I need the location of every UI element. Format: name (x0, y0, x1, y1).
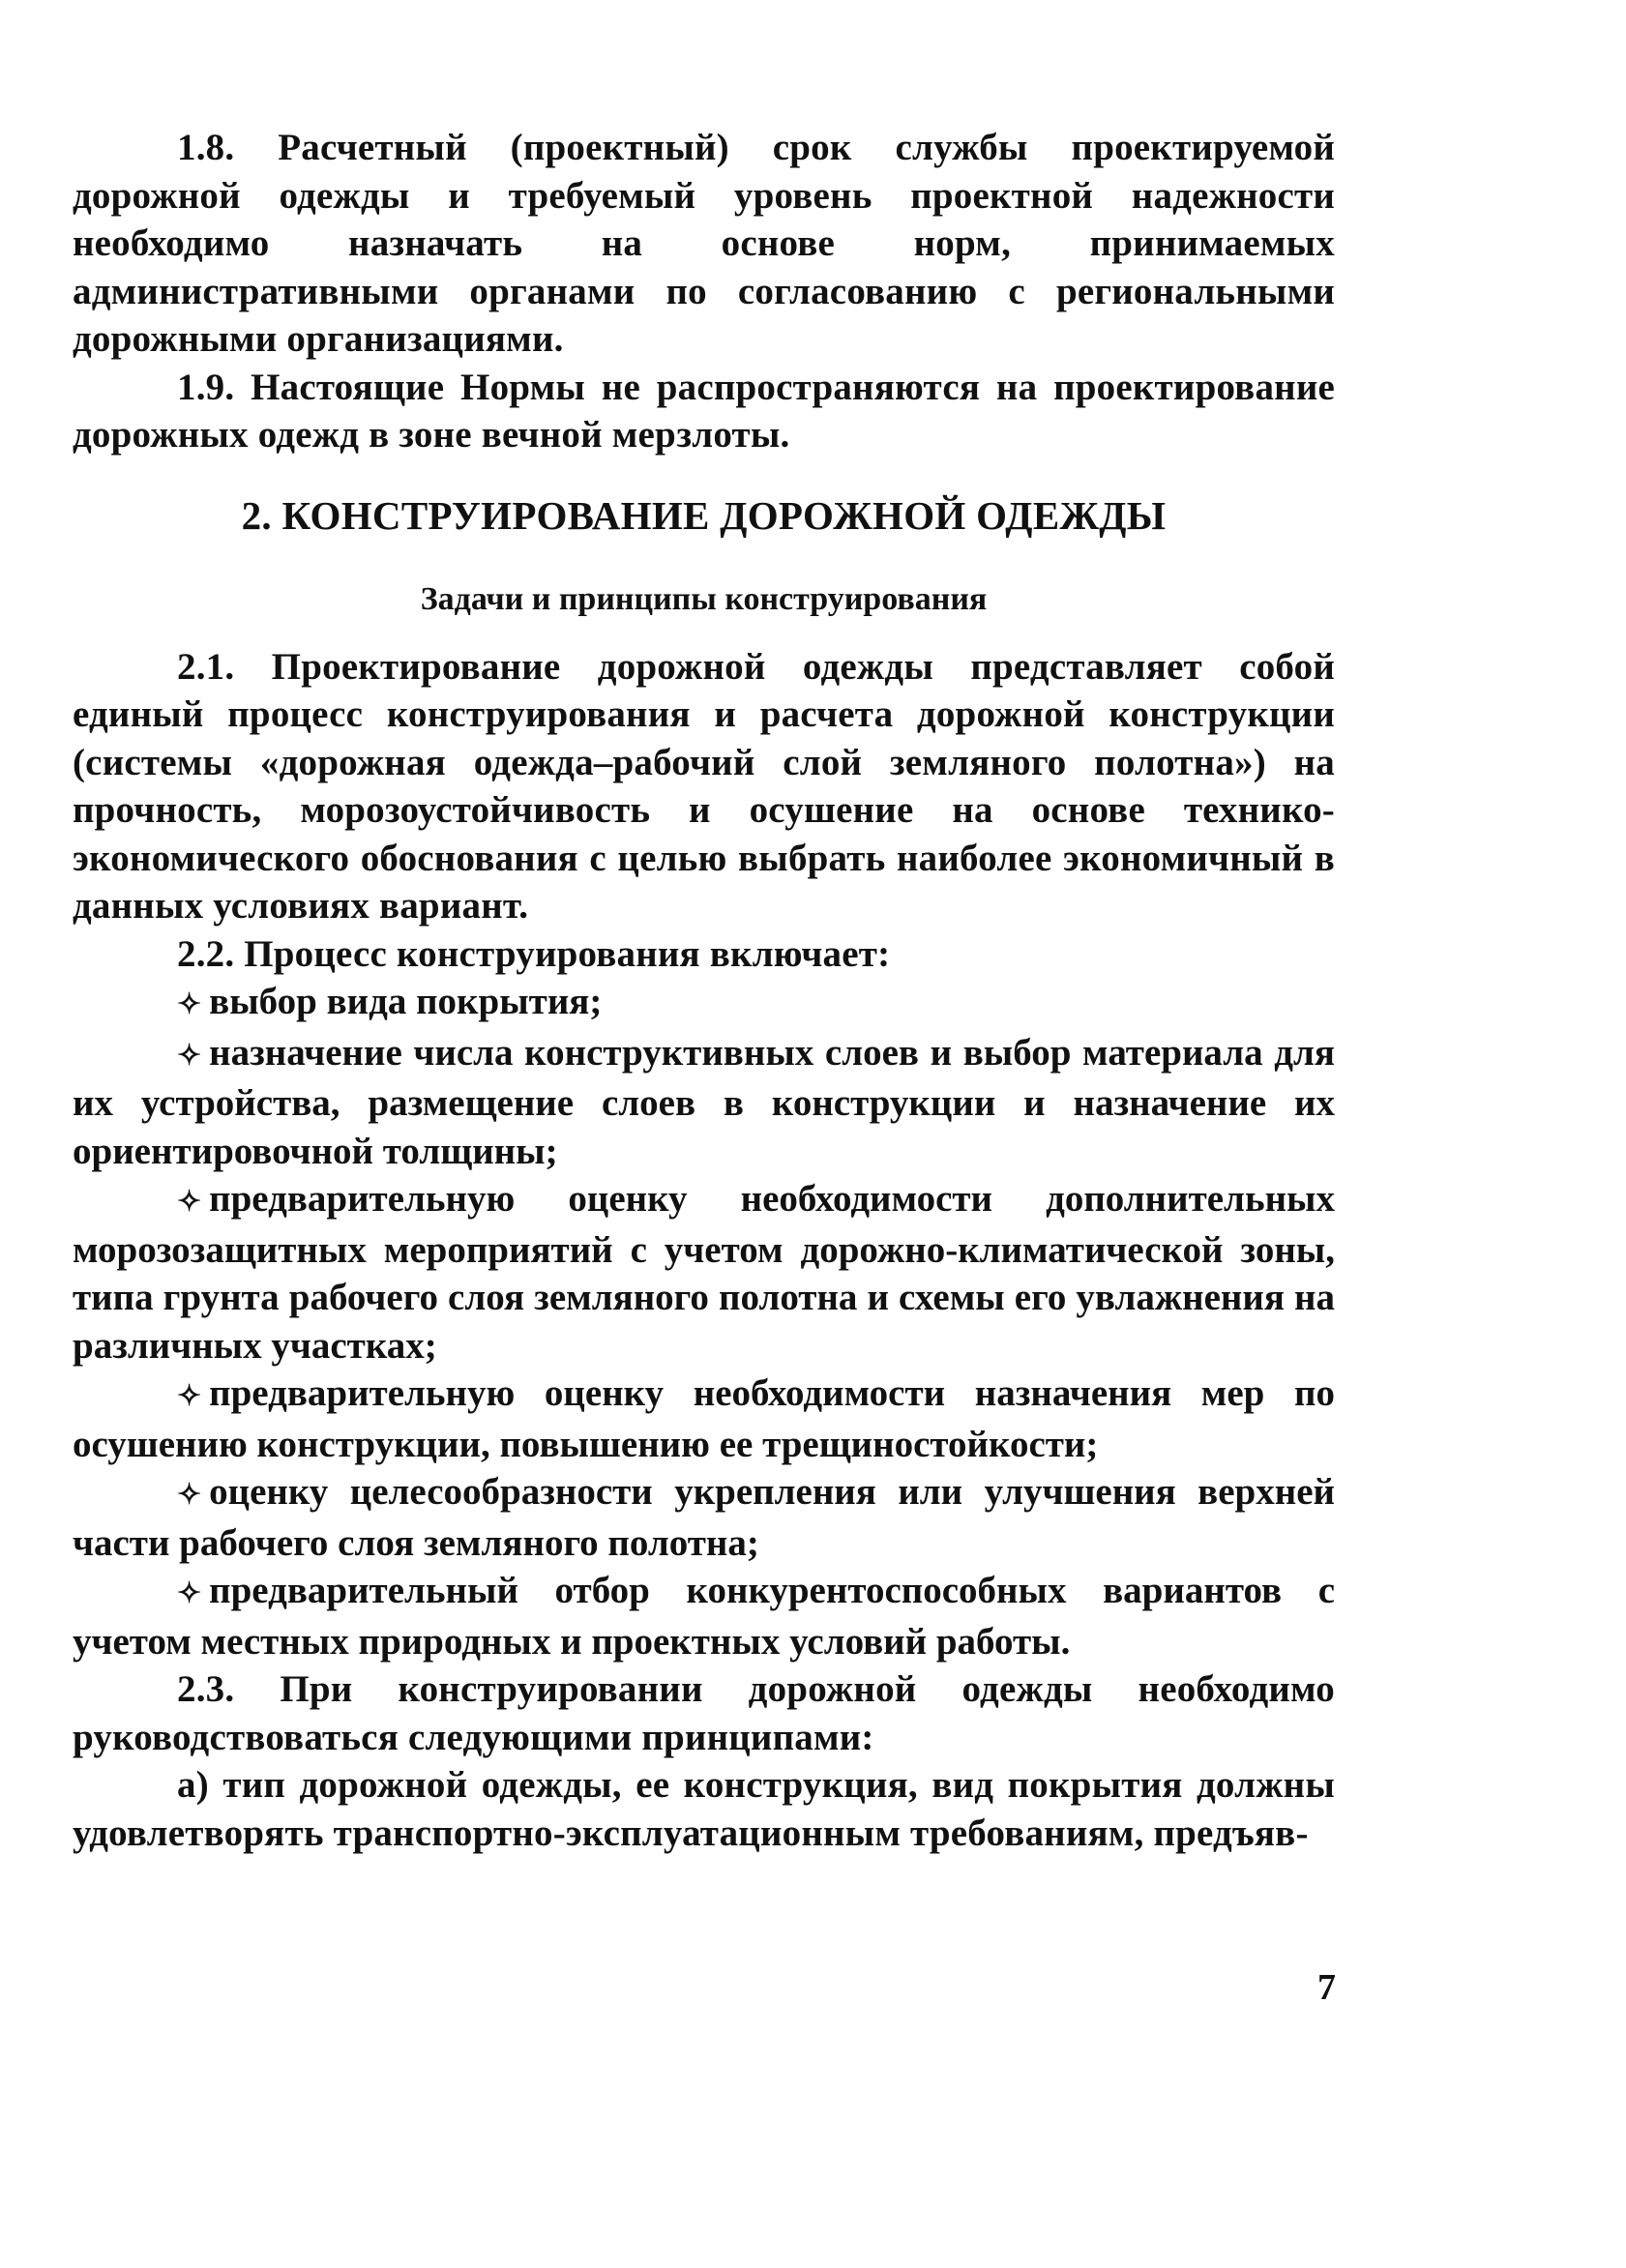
diamond-bullet-icon: ✧ (177, 1577, 202, 1609)
paragraph-2-3-a: а) тип дорожной одежды, ее конструкция, вид покрытия должны удовлетворять транспортно-эксплуатационным требованиям, предъяв- (73, 1764, 1335, 1854)
page-content (73, 124, 1335, 1857)
bullet-text: предварительную оценку необходимости назначения мер по осушению конструкции, повышению ее трещиностойкости; (73, 1372, 1335, 1465)
bullet-item (73, 1468, 1335, 1567)
bullet-text: предварительный отбор конкурентоспособных вариантов с учетом местных природных и проектных условий работы. (73, 1570, 1335, 1663)
diamond-bullet-icon: ✧ (177, 1039, 202, 1072)
subsection-title: Задачи и принципы конструирования (420, 580, 988, 617)
bullet-text: назначение числа конструктивных слоев и выбор материала для их устройства, размещение слоев в конструкции и назначение их ориентировочной толщины; (73, 1031, 1335, 1172)
diamond-bullet-icon: ✧ (177, 988, 202, 1020)
bullet-item (73, 1567, 1335, 1665)
diamond-bullet-icon: ✧ (177, 1186, 202, 1218)
paragraph-2-2: 2.2. Процесс конструирования включает: (177, 932, 891, 975)
diamond-bullet-icon: ✧ (177, 1479, 202, 1511)
bullet-item (73, 1029, 1335, 1176)
bullet-item (73, 1175, 1335, 1370)
bullet-item (73, 978, 1335, 1029)
paragraph-1-8: 1.8. Расчетный (проектный) срок службы проектируемой дорожной одежды и требуемый уровень проектной надежности необходимо назначать на основе норм, принимаемых административными органами по согласованию с региональными дорожными организациями. (73, 127, 1335, 360)
paragraph-1-9: 1.9. Настоящие Нормы не распространяются на проектирование дорожных одежд в зоне вечной мерзлоты. (73, 366, 1335, 456)
bullet-text: выбор вида покрытия; (209, 981, 603, 1022)
paragraph-2-1: 2.1. Проектирование дорожной одежды представляет собой единый процесс конструирования и расчета дорожной конструкции (системы «дорожная одежда–рабочий слой земляного полотна») на прочность, морозоустойчивость и осушение на основе технико-экономического обоснования с целью выбрать наиболее экономичный в данных условиях вариант. (73, 645, 1335, 927)
diamond-bullet-icon: ✧ (177, 1380, 202, 1412)
bullet-text: предварительную оценку необходимости дополнительных морозозащитных мероприятий с учетом дорожно-климатической зоны, типа грунта рабочего слоя земляного полотна и схемы его увлажнения на различных участках; (73, 1178, 1335, 1367)
bullet-text: оценку целесообразности укрепления или улучшения верхней части рабочего слоя земляного полотна; (73, 1471, 1335, 1564)
paragraph-2-3: 2.3. При конструировании дорожной одежды необходимо руководствоваться следующими принципами: (73, 1668, 1335, 1758)
page-number: 7 (1317, 1967, 1336, 2008)
section-title: 2. КОНСТРУИРОВАНИЕ ДОРОЖНОЙ ОДЕЖДЫ (241, 492, 1167, 538)
bullet-item (73, 1370, 1335, 1468)
